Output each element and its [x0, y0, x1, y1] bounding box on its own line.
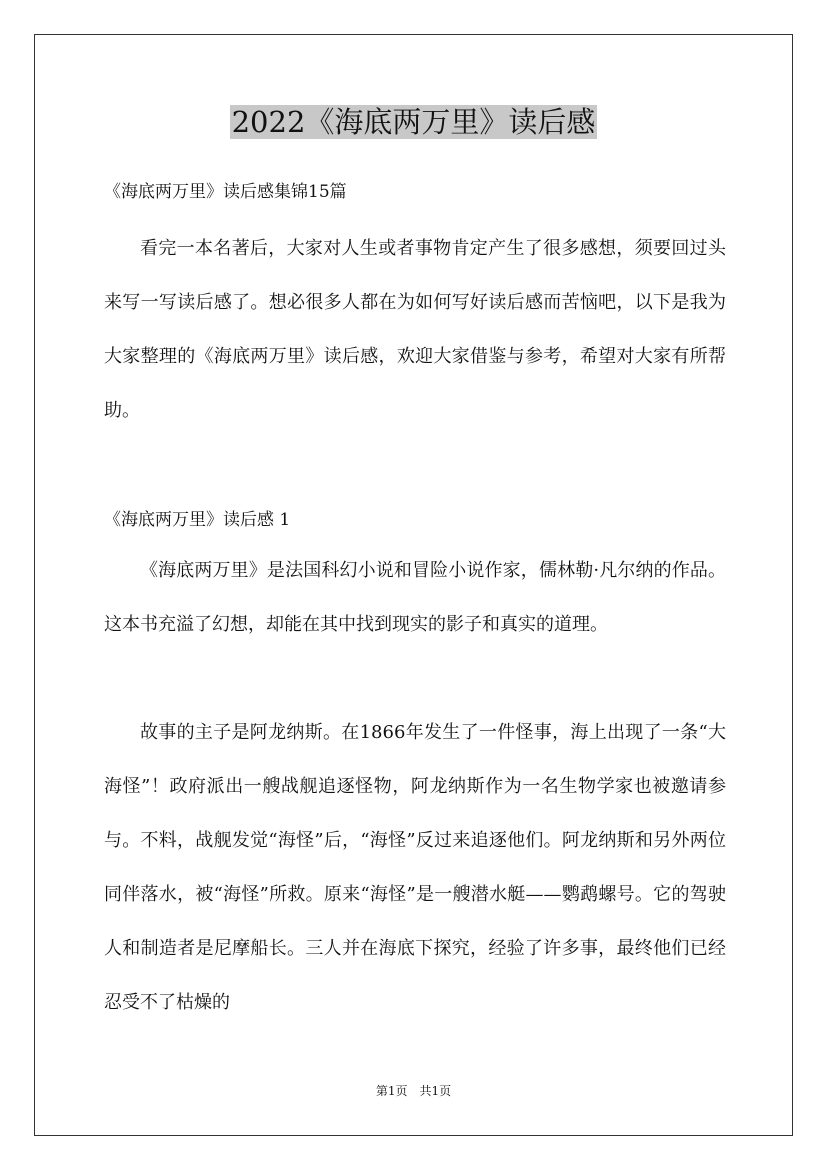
body-paragraph-2: 故事的主子是阿龙纳斯。在1866年发生了一件怪事，海上出现了一条“大海怪”！政府派出一艘战舰追逐怪物，阿龙纳斯作为一名生物学家也被邀请参与。不料，战舰发觉“海怪”后，“海怪”反过来追逐他们。阿龙纳斯和另外两位同伴落水，被“海怪”所救。原来“海怪”是一艘潜水艇——鹦鹉螺号。它的驾驶人和制造者是尼摩船长。三人并在海底下探究，经验了许多事，最终他们已经忍受不了枯燥的	[104, 722, 726, 1013]
document-title	[0, 100, 827, 144]
document-subtitle: 《海底两万里》读后感集锦15篇	[104, 182, 347, 202]
page-footer: 第1页 共1页	[375, 1084, 452, 1098]
intro-paragraph: 看完一本名著后，大家对人生或者事物肯定产生了很多感想，须要回过头来写一写读后感了。想必很多人都在为如何写好读后感而苦恼吧，以下是我为大家整理的《海底两万里》读后感，欢迎大家借鉴与参考，希望对大家有所帮助。	[104, 238, 726, 421]
section-heading: 《海底两万里》读后感 1	[104, 510, 291, 530]
body-paragraph-1: 《海底两万里》是法国科幻小说和冒险小说作家，儒林勒·凡尔纳的作品。这本书充溢了幻想，却能在其中找到现实的影子和真实的道理。	[104, 560, 726, 635]
document-title-text: 2022《海底两万里》读后感	[231, 105, 596, 139]
